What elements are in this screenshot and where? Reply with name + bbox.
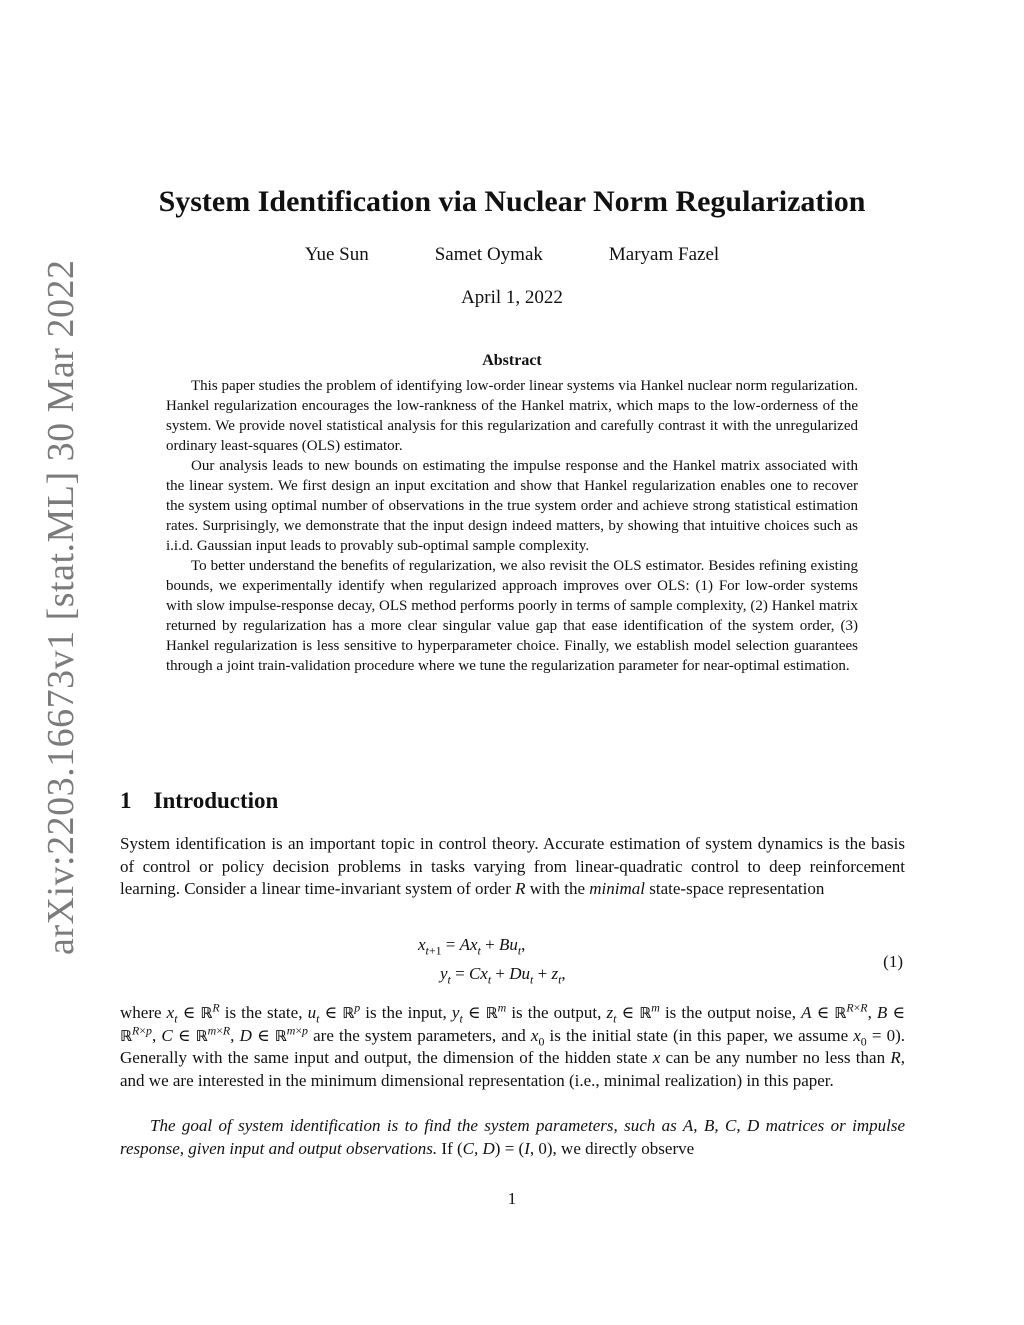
abstract-paragraph: This paper studies the problem of identifying low-order linear systems via Hankel nuclear norm regularization. Hankel regularization encourages the low-rankness of the Hankel matrix, which maps to the low-orderness of the system. We provide novel statistical analysis for this regularization and carefully contrast it with the unregularized ordinary least-squares (OLS) estimator. [166, 378, 858, 454]
intro-paragraph-1: System identification is an important topic in control theory. Accurate estimation of system dynamics is the basis of control or policy decision problems in tasks varying from linear-quadratic control to deep reinforcement learning. Consider a linear time-invariant system of order R with the minimal state-space representation [120, 834, 905, 899]
abstract-paragraph: Our analysis leads to new bounds on estimating the impulse response and the Hankel matrix associated with the linear system. We first design an input excitation and show that Hankel regularization enables one to recover the system using optimal number of observations in the true system order and achieve strong statistical estimation rates. Surprisingly, we demonstrate that the input design indeed matters, by showing that intuitive choices such as i.i.d. Gaussian input leads to provably sub-optimal sample complexity. [166, 458, 858, 554]
author-name: Maryam Fazel [608, 244, 720, 265]
paper-title: System Identification via Nuclear Norm Regularization [158, 185, 866, 218]
page-number: 1 [507, 1189, 517, 1208]
paper-date: April 1, 2022 [461, 287, 563, 308]
intro-paragraph-2: where $x_t$ ∈ ℝ$^R$ is the state, $u_t$ ∈ ℝ$^p$ is the input, $y_t$ ∈ ℝ$^m$ is the output, $z_t$ ∈ ℝ$^m$ is the output noise, A ∈ ℝ$^{R\times R}$, B ∈ ℝ$^{R\times p}$, C ∈ ℝ$^{m\times R}$, D ∈ ℝ$^{m\times p}$ are the system parameters, and $x_0$ is the initial state (in this paper, we assume $x_0 = 0$). Generally with the same input and output, the dimension of the hidden state x can be any number no less than R, and we are interested in the minimum dimensional representation (i.e., minimal realization) in this paper. [120, 1000, 906, 1091]
author-list [0, 244, 1024, 266]
abstract-heading: Abstract [482, 352, 542, 369]
section-number: 1 [120, 788, 132, 813]
section-heading [120, 788, 278, 814]
author-name: Yue Sun [304, 244, 369, 265]
section-title: Introduction [153, 788, 279, 813]
equation-line-output: $y_t = Cx_t + Du_t + z_t$, [440, 964, 566, 987]
abstract-body [166, 376, 858, 676]
arxiv-identifier: arXiv:2203.16673v1 [stat.ML] 30 Mar 2022 [40, 259, 82, 955]
abstract-paragraph: To better understand the benefits of regularization, we also revisit the OLS estimator. Besides refining existing bounds, we experimentally identify when regularized approach improves over OLS: (1) For low-order systems with slow impulse-response decay, OLS method performs poorly in terms of sample complexity, (2) Hankel matrix returned by regularization has a more clear singular value gap that ease identification of the system order, (3) Hankel regularization is less sensitive to hyperparameter choice. Finally, we establish model selection guarantees through a joint train-validation procedure where we tune the regularization parameter for near-optimal estimation. [166, 558, 858, 674]
intro-paragraph-3: The goal of system identification is to find the system parameters, such as A, B, C, D matrices or impulse response, given input and output observations. If (C, D) = (I, 0), we directly observe [120, 1116, 905, 1158]
equation-line-state: $x_{t+1} = Ax_t + Bu_t$, [418, 935, 526, 958]
author-name: Samet Oymak [434, 244, 543, 265]
equation-number: (1) [883, 952, 903, 971]
